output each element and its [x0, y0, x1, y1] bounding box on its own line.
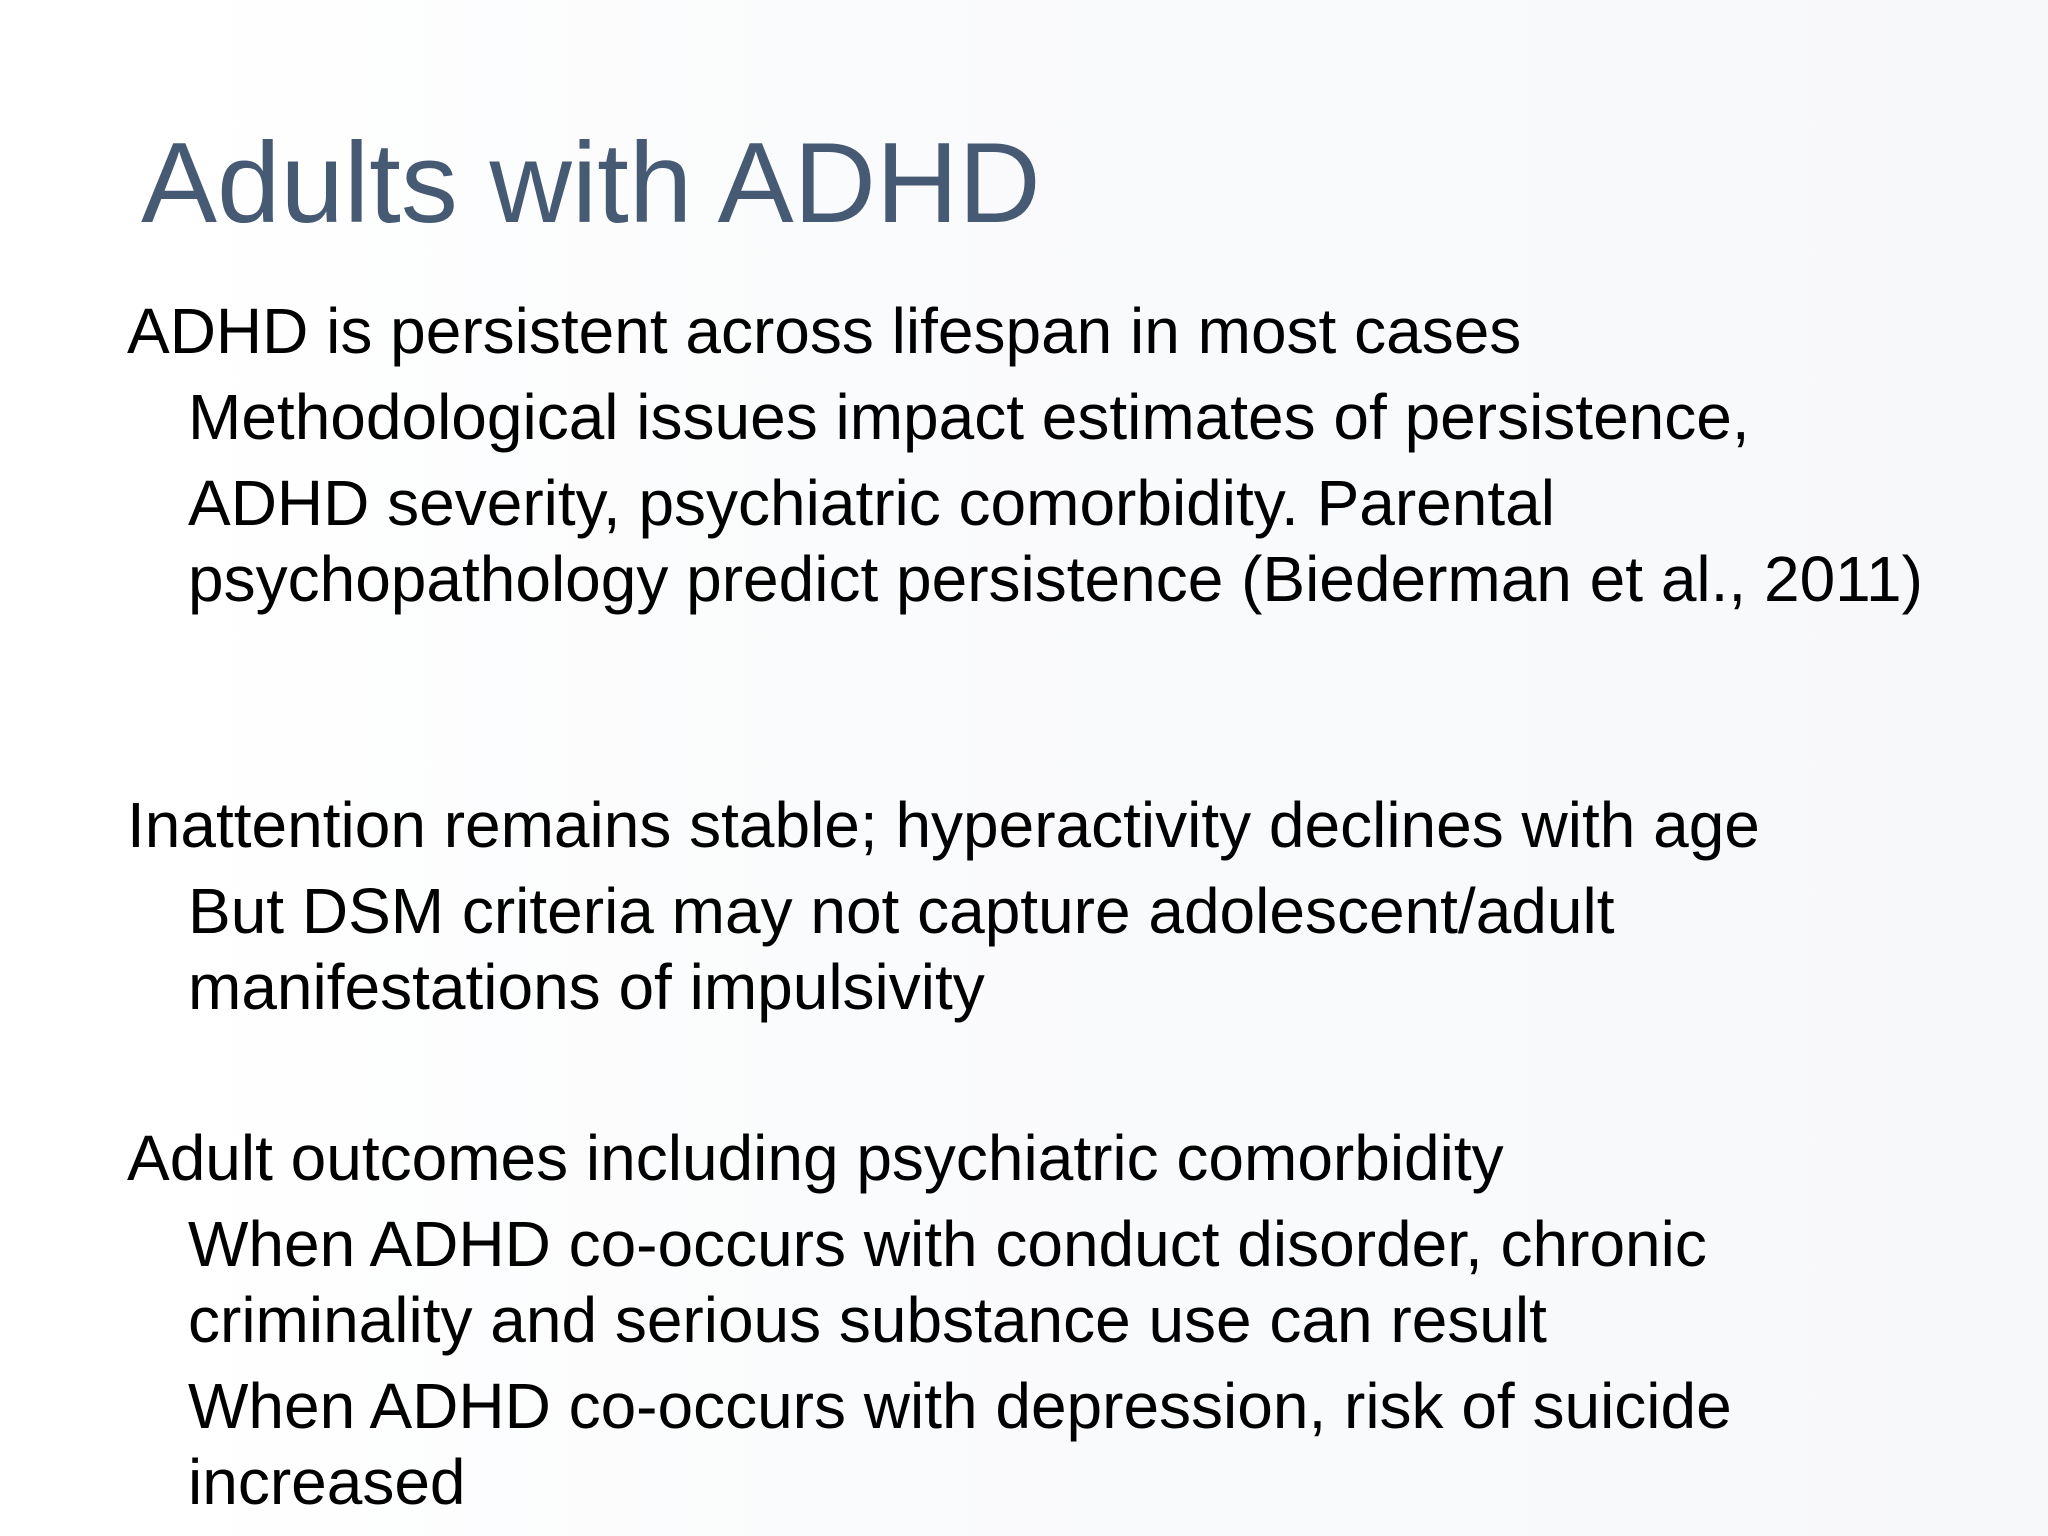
section-heading: ADHD is persistent across lifespan in most cases: [127, 295, 1522, 367]
section-point: ADHD severity, psychiatric comorbidity. Parental psychopathology predict persistence (Biederman et al., 2011): [188, 467, 1923, 615]
section-heading: Adult outcomes including psychiatric comorbidity: [127, 1122, 1504, 1194]
section-outcomes: [127, 1120, 1987, 1520]
section-point: Methodological issues impact estimates of persistence,: [188, 381, 1750, 453]
slide-title: Adults with ADHD: [141, 120, 1041, 247]
section-persistence: [127, 293, 1987, 617]
section-point: When ADHD co-occurs with depression, risk of suicide increased: [188, 1370, 1732, 1518]
section-symptoms: [127, 787, 1987, 1025]
section-point: But DSM criteria may not capture adolescent/adult manifestations of impulsivity: [188, 875, 1615, 1023]
section-heading: Inattention remains stable; hyperactivity declines with age: [127, 789, 1760, 861]
section-point: When ADHD co-occurs with conduct disorder, chronic criminality and serious substance use can result: [188, 1208, 1707, 1356]
